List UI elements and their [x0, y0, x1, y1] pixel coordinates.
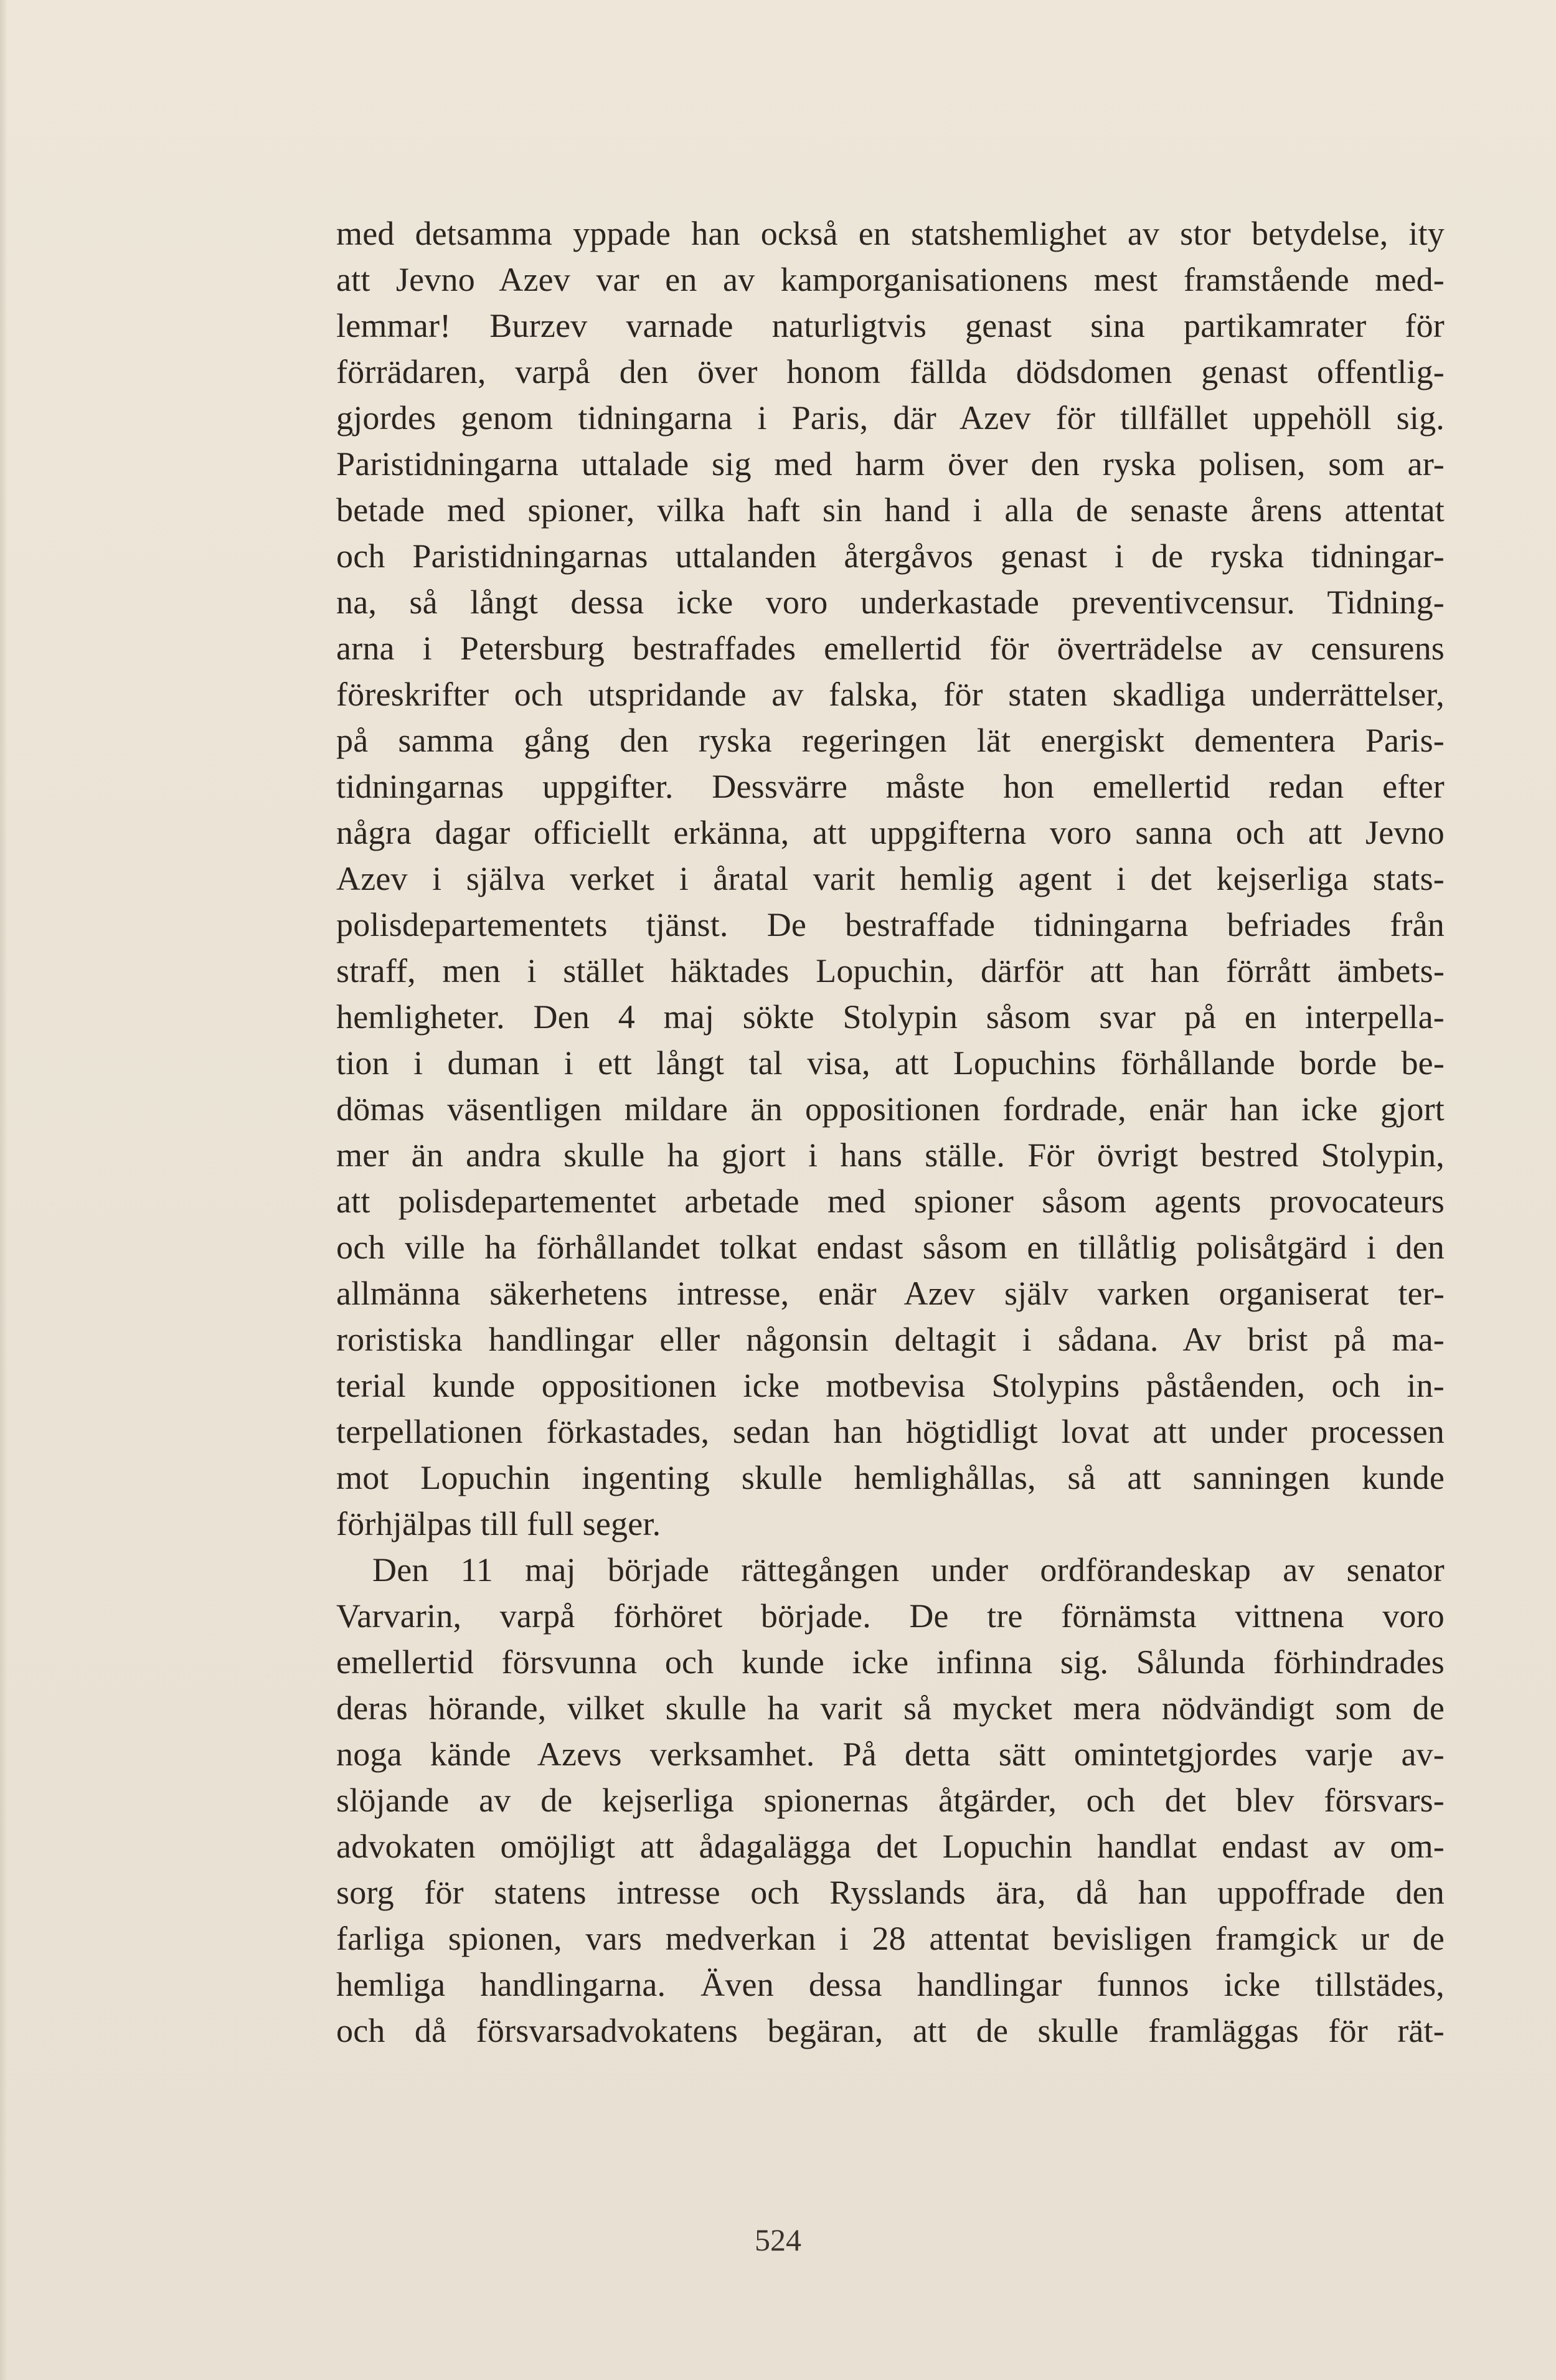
body-text [336, 210, 1445, 2054]
text-line: Azev i själva verket i åratal varit hemlig agent i det kejserliga stats- [336, 860, 1445, 897]
text-line: deras hörande, vilket skulle ha varit så mycket mera nödvändigt som de [336, 1689, 1445, 1727]
text-line: gjordes genom tidningarna i Paris, där Azev för tillfället uppehöll sig. [336, 399, 1445, 437]
text-line: mer än andra skulle ha gjort i hans ställe. För övrigt bestred Stolypin, [336, 1136, 1445, 1174]
text-line: terial kunde oppositionen icke motbevisa Stolypins påståenden, och in- [336, 1367, 1445, 1404]
text-line: betade med spioner, vilka haft sin hand i alla de senaste årens attentat [336, 491, 1445, 529]
text-line: och då försvarsadvokatens begäran, att de skulle framläggas för rät- [336, 2012, 1445, 2049]
text-line: na, så långt dessa icke voro underkastade preventivcensur. Tidning- [336, 583, 1445, 621]
text-line: och ville ha förhållandet tolkat endast såsom en tillåtlig polisåtgärd i den [336, 1229, 1445, 1266]
text-line: farliga spionen, vars medverkan i 28 attentat bevisligen framgick ur de [336, 1920, 1445, 1957]
text-line: förrädaren, varpå den över honom fällda dödsdomen genast offentlig- [336, 353, 1445, 390]
text-line: hemliga handlingarna. Även dessa handlingar funnos icke tillstädes, [336, 1966, 1445, 2003]
text-line: mot Lopuchin ingenting skulle hemlighållas, så att sanningen kunde [336, 1459, 1445, 1496]
text-line: advokaten omöjligt att ådagalägga det Lopuchin handlat endast av om- [336, 1828, 1445, 1865]
page-number: 524 [755, 2222, 801, 2257]
paragraph-1 [336, 210, 1445, 1547]
text-line: på samma gång den ryska regeringen lät energiskt dementera Paris- [336, 722, 1445, 759]
text-line: emellertid försvunna och kunde icke infinna sig. Sålunda förhindrades [336, 1643, 1445, 1681]
text-line: hemligheter. Den 4 maj sökte Stolypin såsom svar på en interpella- [336, 998, 1445, 1036]
text-line: med detsamma yppade han också en statshemlighet av stor betydelse, ity [336, 215, 1445, 252]
text-line: Den 11 maj började rättegången under ordförandeskap av senator [372, 1551, 1445, 1589]
text-line: att polisdepartementet arbetade med spioner såsom agents provocateurs [336, 1183, 1445, 1220]
text-line: föreskrifter och utspridande av falska, för staten skadliga underrättelser, [336, 676, 1445, 713]
text-line: Varvarin, varpå förhöret började. De tre förnämsta vittnena voro [336, 1597, 1445, 1635]
text-line: roristiska handlingar eller någonsin deltagit i sådana. Av brist på ma- [336, 1321, 1445, 1358]
text-line: terpellationen förkastades, sedan han högtidligt lovat att under processen [336, 1413, 1445, 1450]
text-line: tion i duman i ett långt tal visa, att Lopuchins förhållande borde be- [336, 1044, 1445, 1082]
text-line: slöjande av de kejserliga spionernas åtgärder, och det blev försvars- [336, 1782, 1445, 1819]
page-binding-shadow [0, 0, 7, 2380]
text-line: några dagar officiellt erkänna, att uppgifterna voro sanna och att Jevno [336, 814, 1445, 851]
text-line: sorg för statens intresse och Rysslands ära, då han uppoffrade den [336, 1874, 1445, 1911]
text-line: dömas väsentligen mildare än oppositionen fordrade, enär han icke gjort [336, 1090, 1445, 1128]
text-line: tidningarnas uppgifter. Dessvärre måste hon emellertid redan efter [336, 768, 1445, 805]
text-line: noga kände Azevs verksamhet. På detta sätt omintetgjordes varje av- [336, 1735, 1445, 1773]
text-line: straff, men i stället häktades Lopuchin, därför att han förrått ämbets- [336, 952, 1445, 989]
text-line: allmänna säkerhetens intresse, enär Azev själv varken organiserat ter- [336, 1275, 1445, 1312]
text-line: polisdepartementets tjänst. De bestraffade tidningarna befriades från [336, 906, 1445, 943]
text-line: och Paristidningarnas uttalanden återgåvos genast i de ryska tidningar- [336, 537, 1445, 575]
paragraph-2 [336, 1547, 1445, 2054]
text-line: förhjälpas till full seger. [336, 1505, 661, 1542]
text-line: lemmar! Burzev varnade naturligtvis genast sina partikamrater för [336, 307, 1445, 344]
text-line: arna i Petersburg bestraffades emellertid för överträdelse av censurens [336, 630, 1445, 667]
text-line: att Jevno Azev var en av kamporganisationens mest framstående med- [336, 261, 1445, 298]
text-line: Paristidningarna uttalade sig med harm över den ryska polisen, som ar- [336, 445, 1445, 483]
